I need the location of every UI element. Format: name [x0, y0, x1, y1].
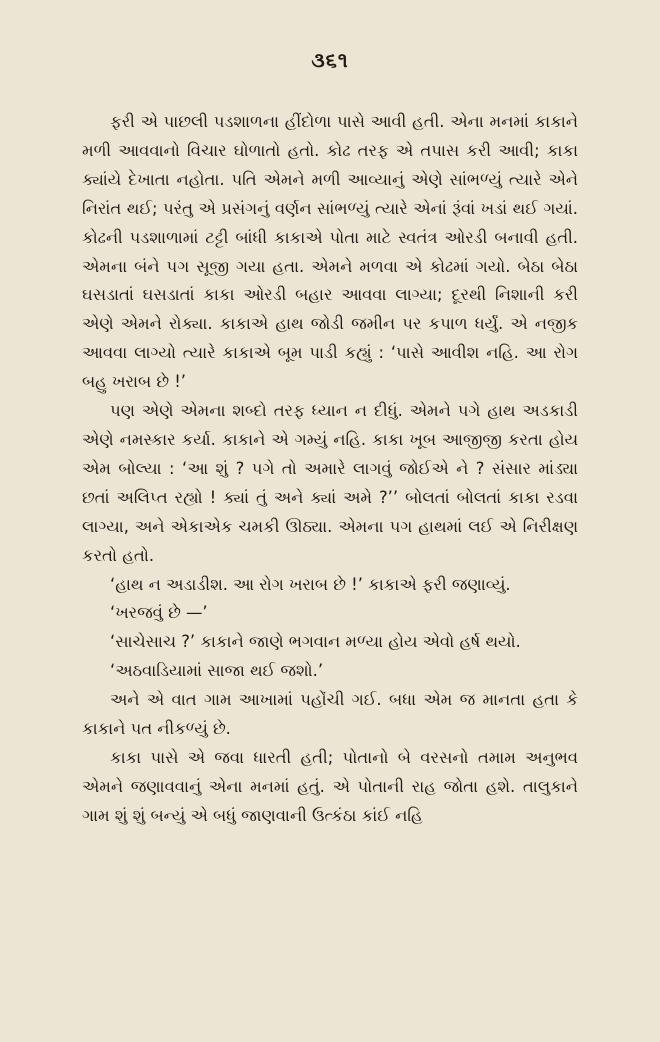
paragraph-5: ‘સાચેસાચ ?’ કાકાને જાણે ભગવાન મળ્યા હોય એવો હર્ષ થયો. — [110, 632, 521, 652]
paragraph-3: ‘હાથ ન અડાડીશ. આ રોગ ખરાબ છે !’ કાકાએ ફરી જણાવ્યું. — [110, 574, 511, 594]
paragraph-7: અને એ વાત ગામ આખામાં પહોંચી ગઈ. બધા એમ જ માનતા હતા કે કાકાને પત નીકળ્યું છે. — [82, 690, 578, 739]
paragraph-8: કાકા પાસે એ જવા ધારતી હતી; પોતાનો બે વરસનો તમામ અનુભવ એમને જણાવવાનું એના મનમાં હતું. એ પોતાની રાહ જોતા હશે. તાલુકાને ગામ શું શું બન્યું એ બધું જાણવાની ઉત્કંઠા કાંઈ નહિ — [82, 747, 578, 825]
paragraph-4: ‘ખરજવું છે —’ — [110, 603, 208, 623]
paragraph-6: ‘અઠવાડિયામાં સાજા થઈ જશો.’ — [110, 661, 324, 681]
page-number: ૩૬૧ — [311, 48, 349, 72]
paragraph-1: ફરી એ પાછલી પડશાળના હીંદોળા પાસે આવી હતી. એના મનમાં કાકાને મળી આવવાનો વિચાર ઘોળાતો હતો. કોઢ તરફ એ તપાસ કરી આવી; કાકા ક્યાંયે દેખાતા નહોતા. પતિ એમને મળી આવ્યાનું એણે સાંભળ્યું ત્યારે એને નિરાંત થઈ; પરંતુ એ પ્રસંગનું વર્ણન સાંભળ્યું ત્યારે એનાં રૂંવાં ખડાં થઈ ગયાં. કોઢની પડશાળામાં ટટ્ટી બાંધી કાકાએ પોતા માટે સ્વતંત્ર ઓરડી બનાવી હતી. એમના બંને પગ સૂજી ગયા હતા. એમને મળવા એ કોઢમાં ગયો. બેઠા બેઠા ઘસડાતાં ઘસડાતાં કાકા ઓરડી બહાર આવવા લાગ્યા; દૂરથી નિશાની કરી એણે એમને રોક્યા. કાકાએ હાથ જોડી જમીન પર કપાળ ધર્યું. એ નજીક આવવા લાગ્યો ત્યારે કાકાએ બૂમ પાડી કહ્યું : ‘પાસે આવીશ નહિ. આ રોગ બહુ ખરાબ છે !’ — [82, 112, 578, 392]
page-body — [82, 108, 578, 831]
paragraph-2: પણ એણે એમના શબ્દો તરફ ધ્યાન ન દીધું. એમને પગે હાથ અડકાડી એણે નમસ્કાર કર્યા. કાકાને એ ગમ્યું નહિ. કાકા ખૂબ આજીજી કરતા હોય એમ બોલ્યા : ‘આ શું ? પગે તો અમારે લાગવું જોઈએ ને ? સંસાર માંડ્યા છતાં અલિપ્ત રહ્યો ! ક્યાં તું અને ક્યાં અમે ?’’ બોલતાં બોલતાં કાકા રડવા લાગ્યા, અને એકાએક ચમકી ઊઠ્યા. એમના પગ હાથમાં લઈ એ નિરીક્ષણ કરતો હતો. — [82, 401, 578, 565]
